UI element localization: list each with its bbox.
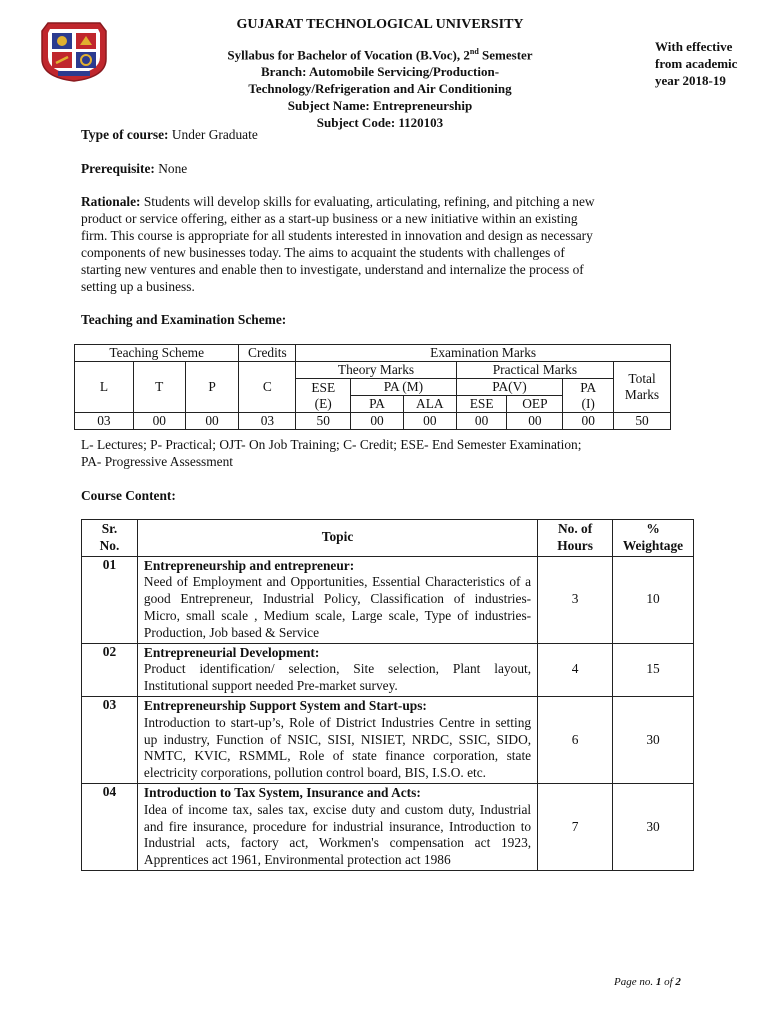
teaching-scheme-header: Teaching Scheme <box>75 345 239 362</box>
row-body: Introduction to start-up’s, Role of District Industries Centre in setting up industry, Function of NSIC, SISI, NISIET, NRDC, SSIC, SIDO, NMTC, KVIC, RSMML, Role of state finance corporation, state electricity corporations, pollution control board, BIS, I.S.O. etc. <box>143 714 532 781</box>
row-sr: 03 <box>82 696 138 783</box>
ese-label: ESE <box>311 379 336 395</box>
row-hours: 3 <box>538 556 613 643</box>
effective-line-2: from academic <box>655 56 738 71</box>
weight-label-1: % <box>646 521 660 536</box>
row-hours: 4 <box>538 643 613 696</box>
practical-marks-header: Practical Marks <box>456 362 613 379</box>
prereq-value: None <box>154 161 188 176</box>
total-label: Total <box>628 371 656 386</box>
theory-marks-header: Theory Marks <box>296 362 456 379</box>
row-topic <box>137 643 537 696</box>
sub-ese: ESE <box>456 396 507 413</box>
row-sr: 01 <box>82 556 138 643</box>
scheme-values-row <box>75 413 671 430</box>
course-content-heading: Course Content: <box>81 488 176 503</box>
sub-ala: ALA <box>403 396 456 413</box>
row-body: Idea of income tax, sales tax, excise duty and custom duty, Industrial and fire insurance, procedure for industrial insurance, Introduction to Industrial acts, factory act, Workmen's compensation act 1923, Apprentices act 1961, Environmental protection act 1986 <box>143 801 532 868</box>
value-cell: 03 <box>75 413 134 430</box>
col-L: L <box>75 362 134 413</box>
row-weight: 10 <box>613 556 694 643</box>
row-weight: 30 <box>613 783 694 870</box>
rationale-line: components of new businesses today. The aims to acquaint the students with challenges of <box>81 245 565 260</box>
rationale-label: Rationale: <box>81 194 141 209</box>
row-title: Entrepreneurship Support System and Start-ups: <box>143 697 427 713</box>
pa-m-header: PA (M) <box>351 379 457 396</box>
page-total: 2 <box>675 976 681 988</box>
table-row <box>82 696 694 783</box>
value-cell: 00 <box>133 413 185 430</box>
branch-line-1: Branch: Automobile Servicing/Production- <box>260 64 500 80</box>
marks-label: Marks <box>624 387 660 402</box>
rationale-line: firm. This course is appropriate for all students interested in innovation and design as necessary <box>81 228 593 243</box>
university-name: GUJARAT TECHNOLOGICAL UNIVERSITY <box>236 17 524 32</box>
row-sr: 04 <box>82 783 138 870</box>
gtu-logo-icon <box>38 19 110 83</box>
table-row <box>82 643 694 696</box>
scheme-table <box>74 344 671 430</box>
rationale-paragraph <box>81 193 681 295</box>
weightage-header <box>613 520 694 557</box>
weight-label-2: Weightage <box>622 537 684 553</box>
prerequisite <box>81 160 681 177</box>
table-row <box>82 783 694 870</box>
value-cell: 00 <box>507 413 563 430</box>
row-hours: 6 <box>538 696 613 783</box>
pa-i-header <box>563 379 614 413</box>
hours-header <box>538 520 613 557</box>
total-marks-header <box>614 362 671 413</box>
row-sr: 02 <box>82 643 138 696</box>
page-num: 1 <box>655 976 662 988</box>
credits-header: Credits <box>239 345 296 362</box>
sr-label: Sr. <box>101 521 118 536</box>
value-cell: 00 <box>351 413 404 430</box>
row-title: Entrepreneurial Development: <box>143 644 320 660</box>
rationale-line: starting new ventures and enable then to investigate, understand and internalize the process of <box>81 262 584 277</box>
exam-marks-header: Examination Marks <box>296 345 671 362</box>
col-T: T <box>133 362 185 413</box>
hours-label-1: No. of <box>557 521 593 536</box>
col-P: P <box>185 362 239 413</box>
type-value: Under Graduate <box>168 127 258 142</box>
rationale-line: Students will develop skills for evaluating, articulating, refining, and pitching a new <box>140 194 595 209</box>
document-header <box>170 16 590 131</box>
row-topic <box>137 783 537 870</box>
value-cell: 00 <box>563 413 614 430</box>
subject-name: Subject Name: Entrepreneurship <box>287 98 473 114</box>
page-number <box>614 974 681 991</box>
legend-line-2: PA- Progressive Assessment <box>81 454 234 469</box>
value-cell: 50 <box>296 413 351 430</box>
row-body: Product identification/ selection, Site selection, Plant layout, Institutional support needed Pre-market survey. <box>143 661 532 694</box>
prereq-label: Prerequisite: <box>81 161 155 176</box>
sub-pa: PA <box>351 396 404 413</box>
hours-label-2: Hours <box>557 537 593 553</box>
type-of-course <box>81 126 681 143</box>
ese-e-label: (E) <box>314 395 332 411</box>
branch-line-2: Technology/Refrigeration and Air Conditioning <box>248 81 512 97</box>
effective-year-note <box>655 38 755 89</box>
value-cell: 00 <box>456 413 507 430</box>
syllabus-line <box>170 43 590 63</box>
row-body: Need of Employment and Opportunities, Essential Characteristics of a good Entrepreneur, Industrial Policy, Classification of industries- Micro, small scale , Medium scale, Large scale, Type of industries- Production, Job based & Service <box>143 574 532 640</box>
page-label: Page no. <box>614 976 656 988</box>
subject-code: Subject Code: 1120103 <box>316 115 444 131</box>
pa-label: PA <box>580 379 597 395</box>
no-label: No. <box>99 537 120 553</box>
effective-line-3: year 2018-19 <box>655 73 726 88</box>
syllabus-sup: nd <box>469 47 479 56</box>
effective-line-1: With effective <box>655 39 733 54</box>
of-label: of <box>661 976 676 988</box>
scheme-legend <box>81 436 681 470</box>
scheme-heading: Teaching and Examination Scheme: <box>81 312 287 327</box>
rationale-line: product or service offering, either as a start-up business or a new initiative within an existing <box>81 211 578 226</box>
syllabus-suffix: Semester <box>478 47 533 63</box>
ese-e-header <box>296 379 351 413</box>
table-row <box>82 556 694 643</box>
value-cell: 00 <box>403 413 456 430</box>
syllabus-prefix: Syllabus for Bachelor of Vocation (B.Voc), 2 <box>227 47 470 63</box>
value-cell: 03 <box>239 413 296 430</box>
row-hours: 7 <box>538 783 613 870</box>
type-label: Type of course: <box>81 127 169 142</box>
value-cell: 50 <box>614 413 671 430</box>
value-cell: 00 <box>185 413 239 430</box>
row-weight: 15 <box>613 643 694 696</box>
course-content-table <box>81 519 694 871</box>
topic-header: Topic <box>137 520 537 557</box>
sub-oep: OEP <box>507 396 563 413</box>
row-topic <box>137 696 537 783</box>
sr-no-header <box>82 520 138 557</box>
rationale-line: setting up a business. <box>81 279 195 294</box>
row-title: Introduction to Tax System, Insurance and Acts: <box>143 784 421 800</box>
pa-v-header: PA(V) <box>456 379 563 396</box>
row-topic <box>137 556 537 643</box>
col-C: C <box>239 362 296 413</box>
legend-line-1: L- Lectures; P- Practical; OJT- On Job Training; C- Credit; ESE- End Semester Examination; <box>81 437 582 452</box>
row-weight: 30 <box>613 696 694 783</box>
row-title: Entrepreneurship and entrepreneur: <box>143 557 355 573</box>
pa-i-label: (I) <box>581 395 595 411</box>
